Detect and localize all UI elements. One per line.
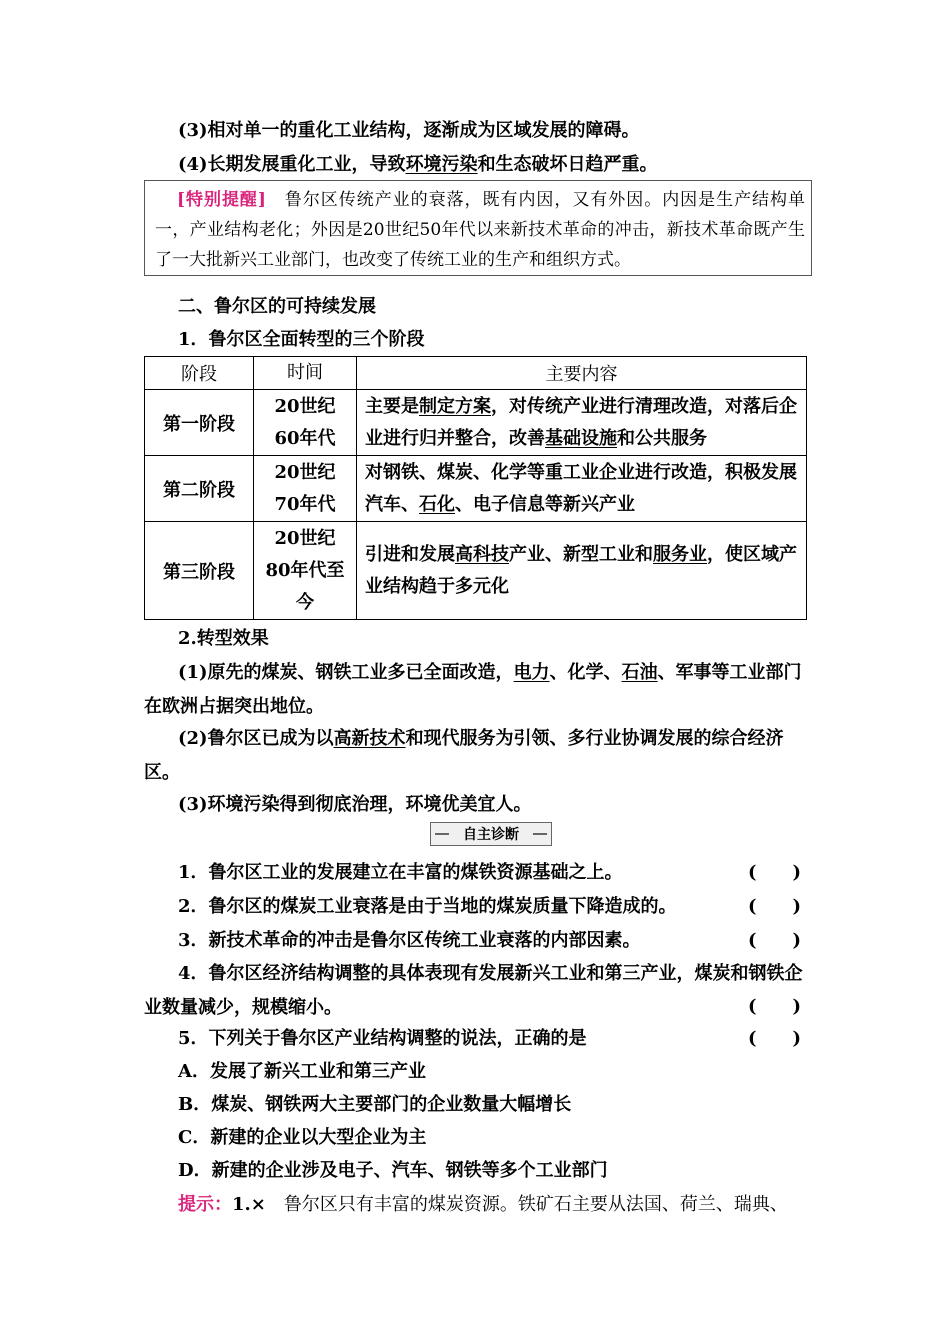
question-4: 4．鲁尔区经济结构调整的具体表现有发展新兴工业和第三产业，煤炭和钢铁企业数量减少，规模缩小。 xyxy=(144,963,803,1018)
question-2: 2．鲁尔区的煤炭工业衰落是由于当地的煤炭质量下降造成的。 xyxy=(178,896,677,917)
item-4-b: 和生态破坏日趋严重。 xyxy=(477,154,658,175)
content-cell: 主要是制定方案，对传统产业进行清理改造，对落后企业进行归并整合，改善基础设施和公共服务 xyxy=(357,390,807,456)
option-c[interactable]: C．新建的企业以大型企业为主 xyxy=(178,1127,427,1148)
table-row xyxy=(145,390,807,456)
question-5: 5．下列关于鲁尔区产业结构调整的说法，正确的是 xyxy=(178,1028,587,1049)
stage-table xyxy=(144,356,807,620)
question-3: 3．新技术革命的冲击是鲁尔区传统工业衰落的内部因素。 xyxy=(178,930,641,951)
item-3: (3)相对单一的重化工业结构，逐渐成为区域发展的障碍。 xyxy=(178,120,640,141)
hint-number: 1.× xyxy=(232,1194,266,1215)
effect-1: (1)原先的煤炭、钢铁工业多已全面改造，电力、化学、石油、军事等工业部门在欧洲占据突出地位。 xyxy=(144,662,802,717)
sub1-title: 1．鲁尔区全面转型的三个阶段 xyxy=(178,329,425,350)
time-cell: 20世纪 60年代 xyxy=(254,390,357,456)
stage-cell: 第三阶段 xyxy=(145,522,254,620)
hint-label: 提示： xyxy=(178,1194,232,1215)
answer-blank-5[interactable]: ( ) xyxy=(748,1028,802,1049)
item-4-u: 环境污染 xyxy=(405,154,478,175)
reminder-label: [特别提醒] xyxy=(177,190,266,210)
stage-cell: 第一阶段 xyxy=(145,390,254,456)
option-d[interactable]: D．新建的企业涉及电子、汽车、钢铁等多个工业部门 xyxy=(178,1160,608,1181)
special-reminder-box xyxy=(144,180,812,276)
stage-cell: 第二阶段 xyxy=(145,456,254,522)
question-1: 1．鲁尔区工业的发展建立在丰富的煤铁资源基础之上。 xyxy=(178,862,623,883)
item-4 xyxy=(178,150,658,176)
reminder-text: 鲁尔区传统产业的衰落，既有内因，又有外因。内因是生产结构单一，产业结构老化；外因是20世纪50年代以来新技术革命的冲击，新技术革命既产生了一大批新兴工业部门，也改变了传统工业的生产和组织方式。 xyxy=(155,190,805,270)
answer-blank-1[interactable]: ( ) xyxy=(748,862,802,883)
th-content: 主要内容 xyxy=(357,357,807,390)
table-row xyxy=(145,522,807,620)
th-time: 时间 xyxy=(254,357,357,390)
hint-text: 鲁尔区只有丰富的煤炭资源。铁矿石主要从法国、荷兰、瑞典、 xyxy=(283,1194,788,1215)
option-a[interactable]: A．发展了新兴工业和第三产业 xyxy=(178,1061,426,1082)
answer-blank-4[interactable]: ( ) xyxy=(748,996,802,1017)
answer-blank-3[interactable]: ( ) xyxy=(748,930,802,951)
time-cell: 20世纪 80年代至 今 xyxy=(254,522,357,620)
content-cell: 引进和发展高科技产业、新型工业和服务业，使区域产业结构趋于多元化 xyxy=(357,522,807,620)
answer-blank-2[interactable]: ( ) xyxy=(748,896,802,917)
table-row xyxy=(145,456,807,522)
section2-title: 二、鲁尔区的可持续发展 xyxy=(178,296,376,317)
sub2-title: 2.转型效果 xyxy=(178,628,269,649)
item-4-a: (4)长期发展重化工业，导致 xyxy=(178,154,406,175)
option-b[interactable]: B．煤炭、钢铁两大主要部门的企业数量大幅增长 xyxy=(178,1094,572,1115)
content-cell: 对钢铁、煤炭、化学等重工业企业进行改造，积极发展汽车、石化、电子信息等新兴产业 xyxy=(357,456,807,522)
effect-2: (2)鲁尔区已成为以高新技术和现代服务为引领、多行业协调发展的综合经济区。 xyxy=(144,728,784,783)
th-stage: 阶段 xyxy=(145,357,254,390)
effect-3: (3)环境污染得到彻底治理，环境优美宜人。 xyxy=(178,794,532,815)
hint-line xyxy=(178,1190,788,1216)
self-diagnosis-badge: 自主诊断 xyxy=(430,822,552,846)
table-header-row xyxy=(145,357,807,390)
time-cell: 20世纪 70年代 xyxy=(254,456,357,522)
